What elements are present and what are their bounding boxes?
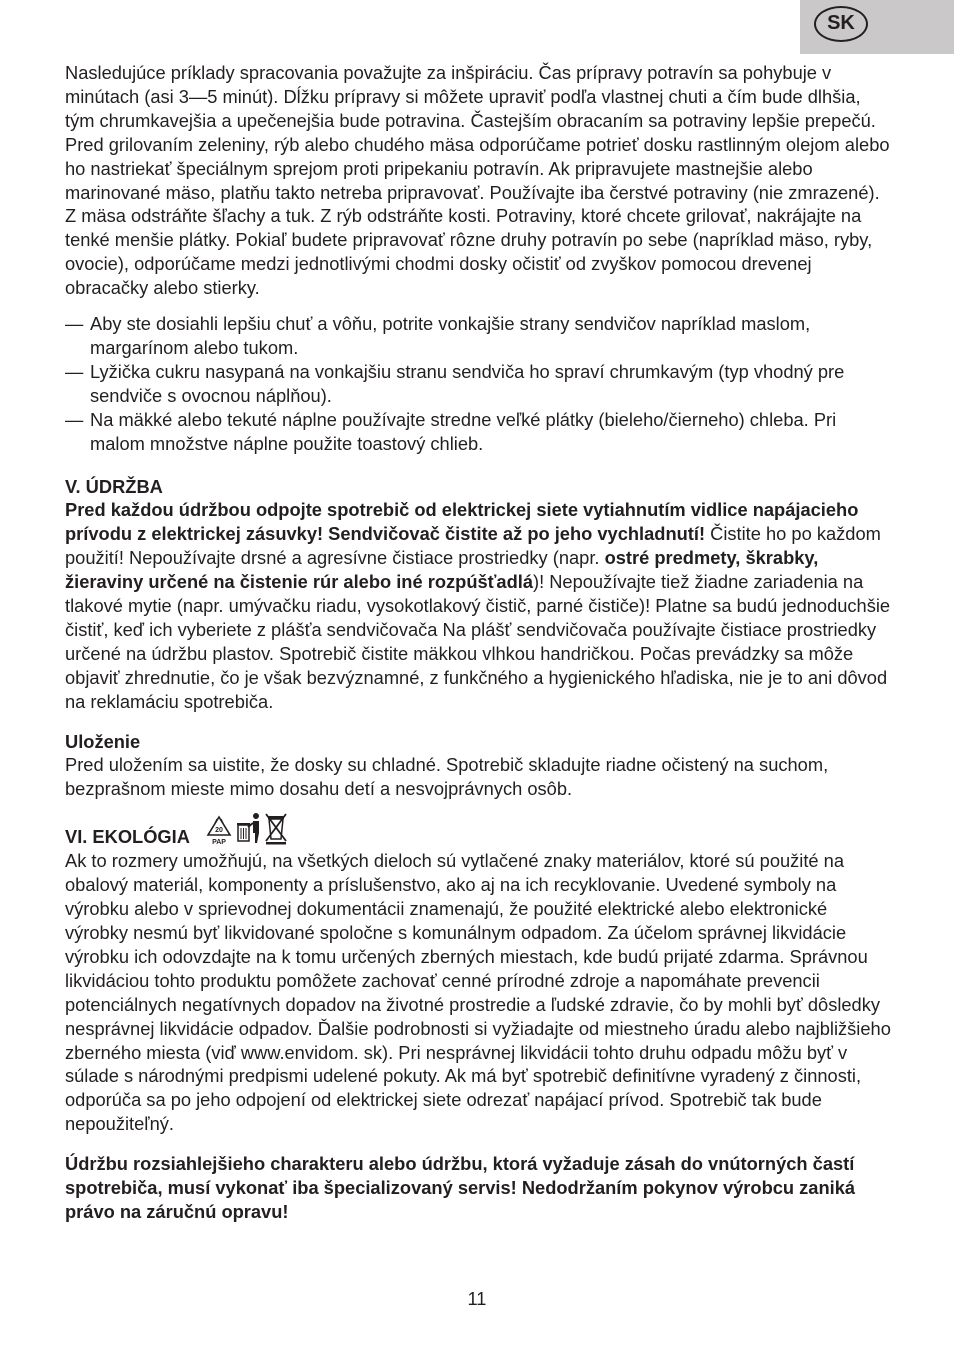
service-warning: Údržbu rozsiahlejšieho charakteru alebo údržbu, ktorá vyžaduje zásah do vnútorných častí spotrebiča, musí vykonať iba špecializovaný servis! Nedodržaním pokynov výrobcu zaniká právo na záručnú opravu! <box>65 1153 856 1222</box>
maintenance-text: Čistite ho po každom použití! Nepoužívajte drsné a agresívne čistiace prostriedky (napr. <box>65 523 881 569</box>
page-number: 11 <box>467 1288 487 1309</box>
intro-paragraph: Nasledujúce príklady spracovania považujte za inšpiráciu. Čas prípravy potravín sa pohybuje v minútach (asi 3—5 minút). Dĺžku prípravy si môžete upraviť podľa vlastnej chuti a čím bude dlhšia, tým chrumkavejšia a upečenejšia bude potravina. Častejším obracaním sa potraviny lepšie prepečú. Pred grilovaním zeleniny, rýb alebo chudého mäsa odporúčame potrieť dosku rastlinným olejom alebo ho nastriekať špeciálnym sprejom proti pripekaniu potravín. Ak pripravujete mastnejšie alebo marinované mäso, platňu takto netreba pripravovať. Používajte iba čerstvé potraviny (nie zmrazené). Z mäsa odstráňte šľachy a tuk. Z rýb odstráňte kosti. Potraviny, ktoré chcete grilovať, nakrájajte na tenké menšie plátky. Pokiaľ budete pripravovať rôzne druhy potravín po sebe (napríklad mäso, ryby, ovocie), odporúčame medzi jednotlivými chodmi dosky očistiť od zvyškov pomocou drevenej obracačky alebo stierky. <box>65 62 890 299</box>
tip-text: Aby ste dosiahli lepšiu chuť a vôňu, potrite vonkajšie strany sendvičov napríklad maslom, margarínom alebo tukom. <box>90 313 811 358</box>
ecology-paragraph: Ak to rozmery umožňujú, na všetkých dieloch sú vytlačené znaky materiálov, ktoré sú použité na obalový materiál, komponenty a príslušenstvo, ako aj na ich recyklovanie. Uvedené symboly na výrobku alebo v sprievodnej dokumentácii znamenajú, že použité elektrické alebo elektronické výrobky nesmú byť likvidované spoločne s komunálnym odpadom. Za účelom správnej likvidácie výrobku ich odovzdajte na k tomu určených zberných miestach, kde budú prijaté zdarma. Správnou likvidáciou tohto produktu pomôžete zachovať cenné prírodné zdroje a napomáhate prevencii potenciálnych negatívnych dopadov na životné prostredie a ľudské zdravie, čo by mohli byť dôsledky nesprávnej likvidácie odpadov. Ďalšie podrobnosti si vyžiadajte od miestneho úradu alebo najbližšieho zberného miesta (viď www.envidom. sk). Pri nesprávnej likvidácii tohto druhu odpadu môžu byť v súlade s národnými predpismi udelené pokuty. Ak má byť spotrebič definitívne vyradený z činnosti, odporúča sa po jeho odpojení od elektrickej siete odrezať napájací prívod. Spotrebič tak bude nepoužiteľný. <box>65 850 891 1135</box>
language-tab <box>800 0 954 54</box>
dash-marker: — <box>65 313 84 335</box>
language-badge: SK <box>814 6 868 42</box>
maintenance-tools-warning: ostré predmety, škrabky, žieraviny určené na čistenie rúr alebo iné rozpúšťadlá <box>65 547 819 593</box>
page-content <box>65 61 895 1224</box>
dash-marker: — <box>65 360 84 382</box>
list-item <box>65 312 895 360</box>
crossed-out-bin-icon <box>264 811 288 845</box>
ecology-heading-row <box>65 815 895 849</box>
recycling-20-pap-icon <box>204 815 234 845</box>
storage-paragraph: Pred uložením sa uistite, že dosky su chladné. Spotrebič skladujte riadne očistený na suchom, bezprašnom mieste mimo dosahu detí a nesvojprávnych osôb. <box>65 754 829 800</box>
tidyman-icon <box>236 811 262 845</box>
maintenance-warning: Pred každou údržbou odpojte spotrebič od elektrickej siete vytiahnutím vidlice napájacieho prívodu z elektrickej zásuvky! Sendvičovač čistite až po jeho vychladnutí! <box>65 499 859 545</box>
tip-text: Na mäkké alebo tekuté náplne používajte stredne veľké plátky (bieleho/čierneho) chleba. Pri malom množstve náplne použite toastový chlieb. <box>90 408 837 454</box>
dash-marker: — <box>65 408 84 430</box>
maintenance-paragraph <box>65 498 895 713</box>
tip-text: Lyžička cukru nasypaná na vonkajšiu stranu sendviča ho spraví chrumkavým (typ vhodný pre sendviče s ovocnou náplňou). <box>90 360 845 406</box>
list-item <box>65 360 895 408</box>
recycle-code: 20 <box>215 827 223 835</box>
tips-list <box>65 312 895 455</box>
recycle-material-label: PAP <box>212 839 226 846</box>
list-item <box>65 408 895 456</box>
ecology-heading: VI. EKOLÓGIA <box>65 826 190 848</box>
storage-heading: Uloženie <box>65 730 141 752</box>
ecology-symbols <box>204 811 288 845</box>
maintenance-heading: V. ÚDRŽBA <box>65 475 163 497</box>
maintenance-text-continued: )! Nepoužívajte tiež žiadne zariadenia na tlakové mytie (napr. umývačku riadu, vysokotlakový čistič, parné čističe)! Platne sa budú jednoduchšie čistiť, keď ich vyberiete z plášťa sendvičovača Na plášť sendvičovača používajte čistiace prostriedky určené na údržbu plastov. Spotrebič čistite mäkkou vlhkou handričkou. Počas prevádzky sa môže objaviť zhrednutie, čo je však bezvýznamné, z funkčného a hygienického hľadiska, nie je to ani dôvod na reklamáciu spotrebiča. <box>65 571 891 712</box>
